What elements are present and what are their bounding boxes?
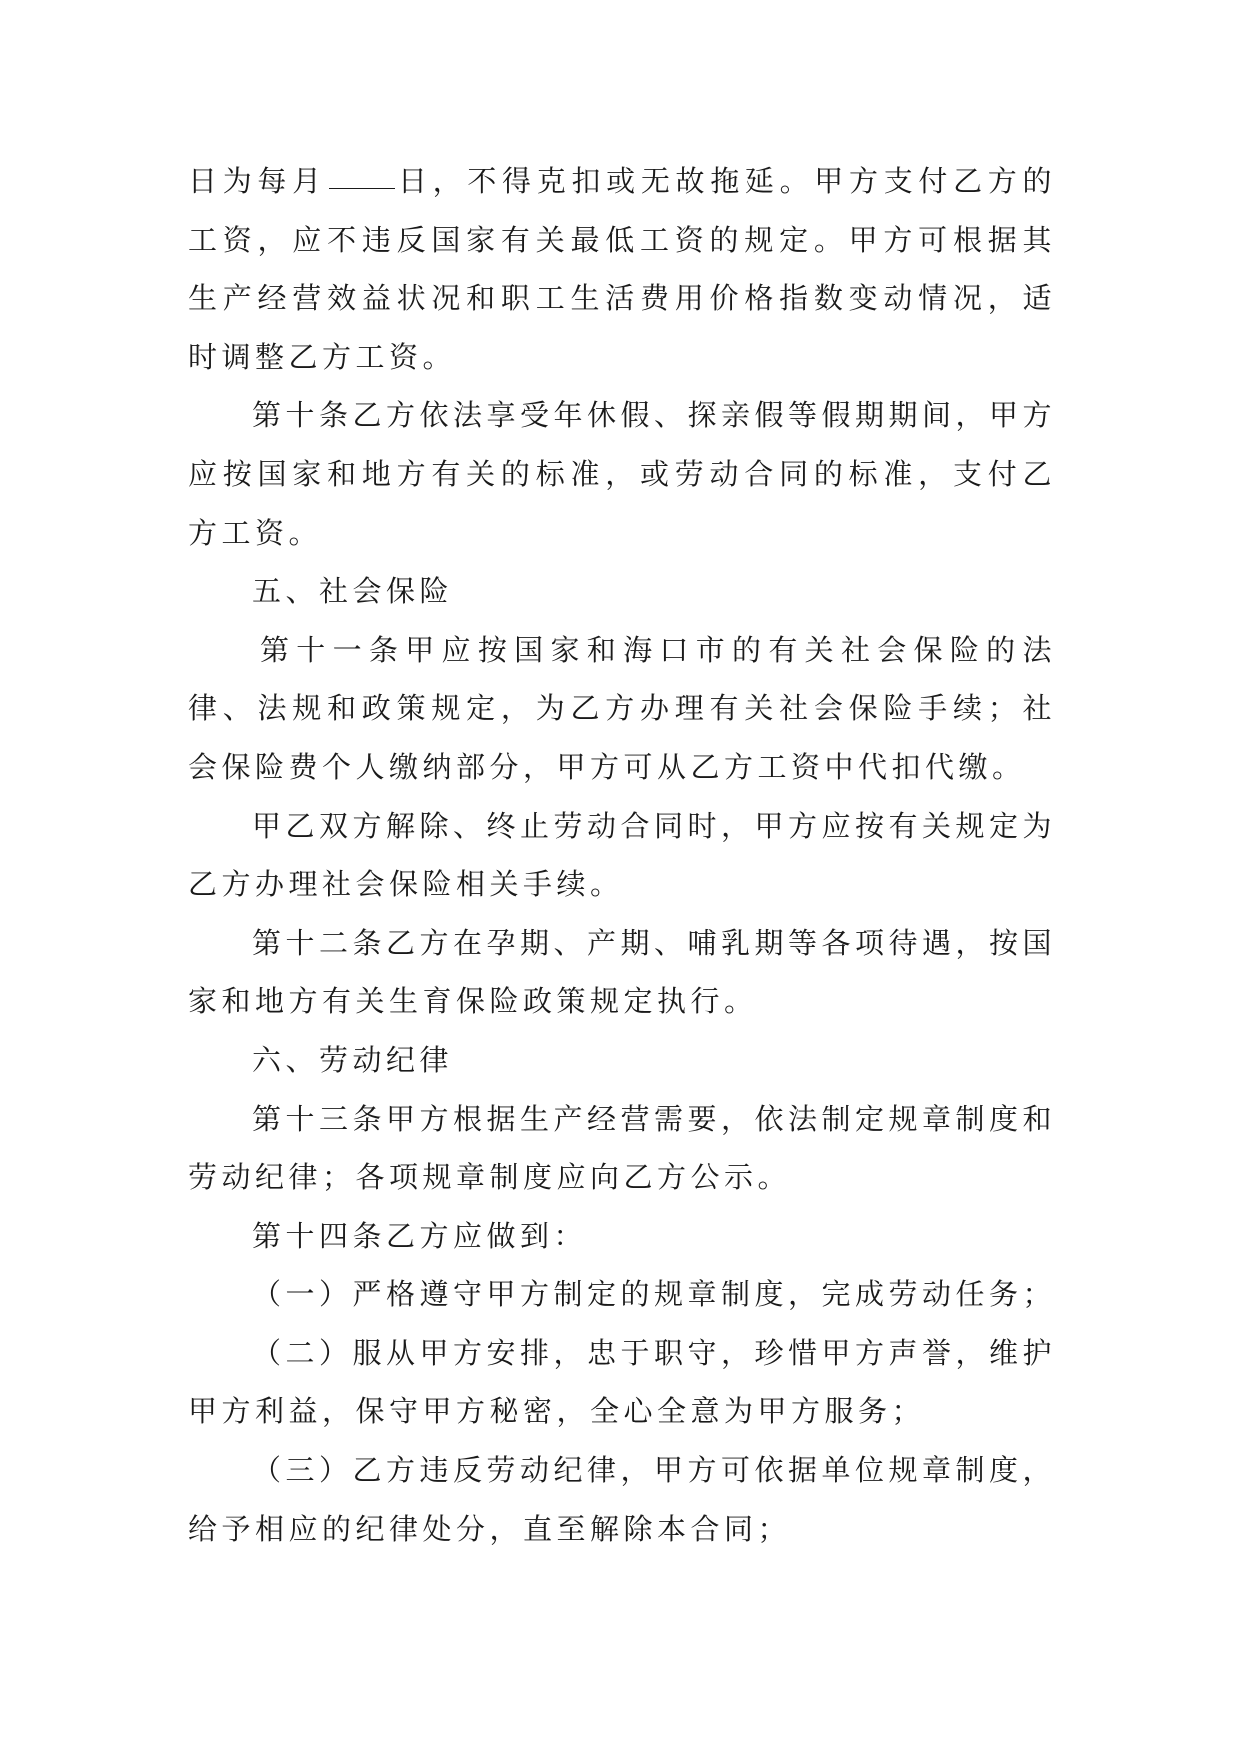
paragraph-wage-payment [188, 152, 1056, 386]
clause-14: 第十四条乙方应做到： [252, 1218, 588, 1253]
clause-12: 第十二条乙方在孕期、产期、哺乳期等各项待遇，按国家和地方有关生育保险政策规定执行。 [188, 925, 1057, 1019]
clause-14-item-1: （一）严格遵守甲方制定的规章制度，完成劳动任务； [252, 1277, 1057, 1312]
fill-in-blank [329, 187, 395, 189]
clause-14-item-2: （二）服从甲方安排，忠于职守，珍惜甲方声誉，维护甲方利益，保守甲方秘密，全心全意为甲方服务； [188, 1335, 1057, 1429]
clause-13: 第十三条甲方根据生产经营需要，依法制定规章制度和劳动纪律；各项规章制度应向乙方公示。 [188, 1101, 1057, 1195]
section-heading-labor-discipline: 六、劳动纪律 [252, 1042, 454, 1077]
section-heading-social-insurance: 五、社会保险 [252, 574, 454, 609]
clause-14-item-3: （三）乙方违反劳动纪律，甲方可依据单位规章制度，给予相应的纪律处分，直至解除本合同； [188, 1453, 1057, 1546]
paragraph-text: 日，不得克扣或无故拖延。甲方支付乙方的工资，应不违反国家有关最低工资的规定。甲方可根据其生产经营效益状况和职工生活费用价格指数变动情况，适时调整乙方工资。 [188, 164, 1056, 374]
clause-10: 第十条乙方依法享受年休假、探亲假等假期期间，甲方应按国家和地方有关的标准，或劳动合同的标准，支付乙方工资。 [188, 398, 1057, 550]
clause-11-termination: 甲乙双方解除、终止劳动合同时，甲方应按有关规定为乙方办理社会保险相关手续。 [188, 808, 1057, 902]
document-page [188, 152, 1056, 1558]
paragraph-text: 日为每月 [188, 164, 327, 198]
clause-11: 第十一条甲应按国家和海口市的有关社会保险的法律、法规和政策规定，为乙方办理有关社会保险手续；社会保险费个人缴纳部分，甲方可从乙方工资中代扣代缴。 [188, 632, 1056, 784]
